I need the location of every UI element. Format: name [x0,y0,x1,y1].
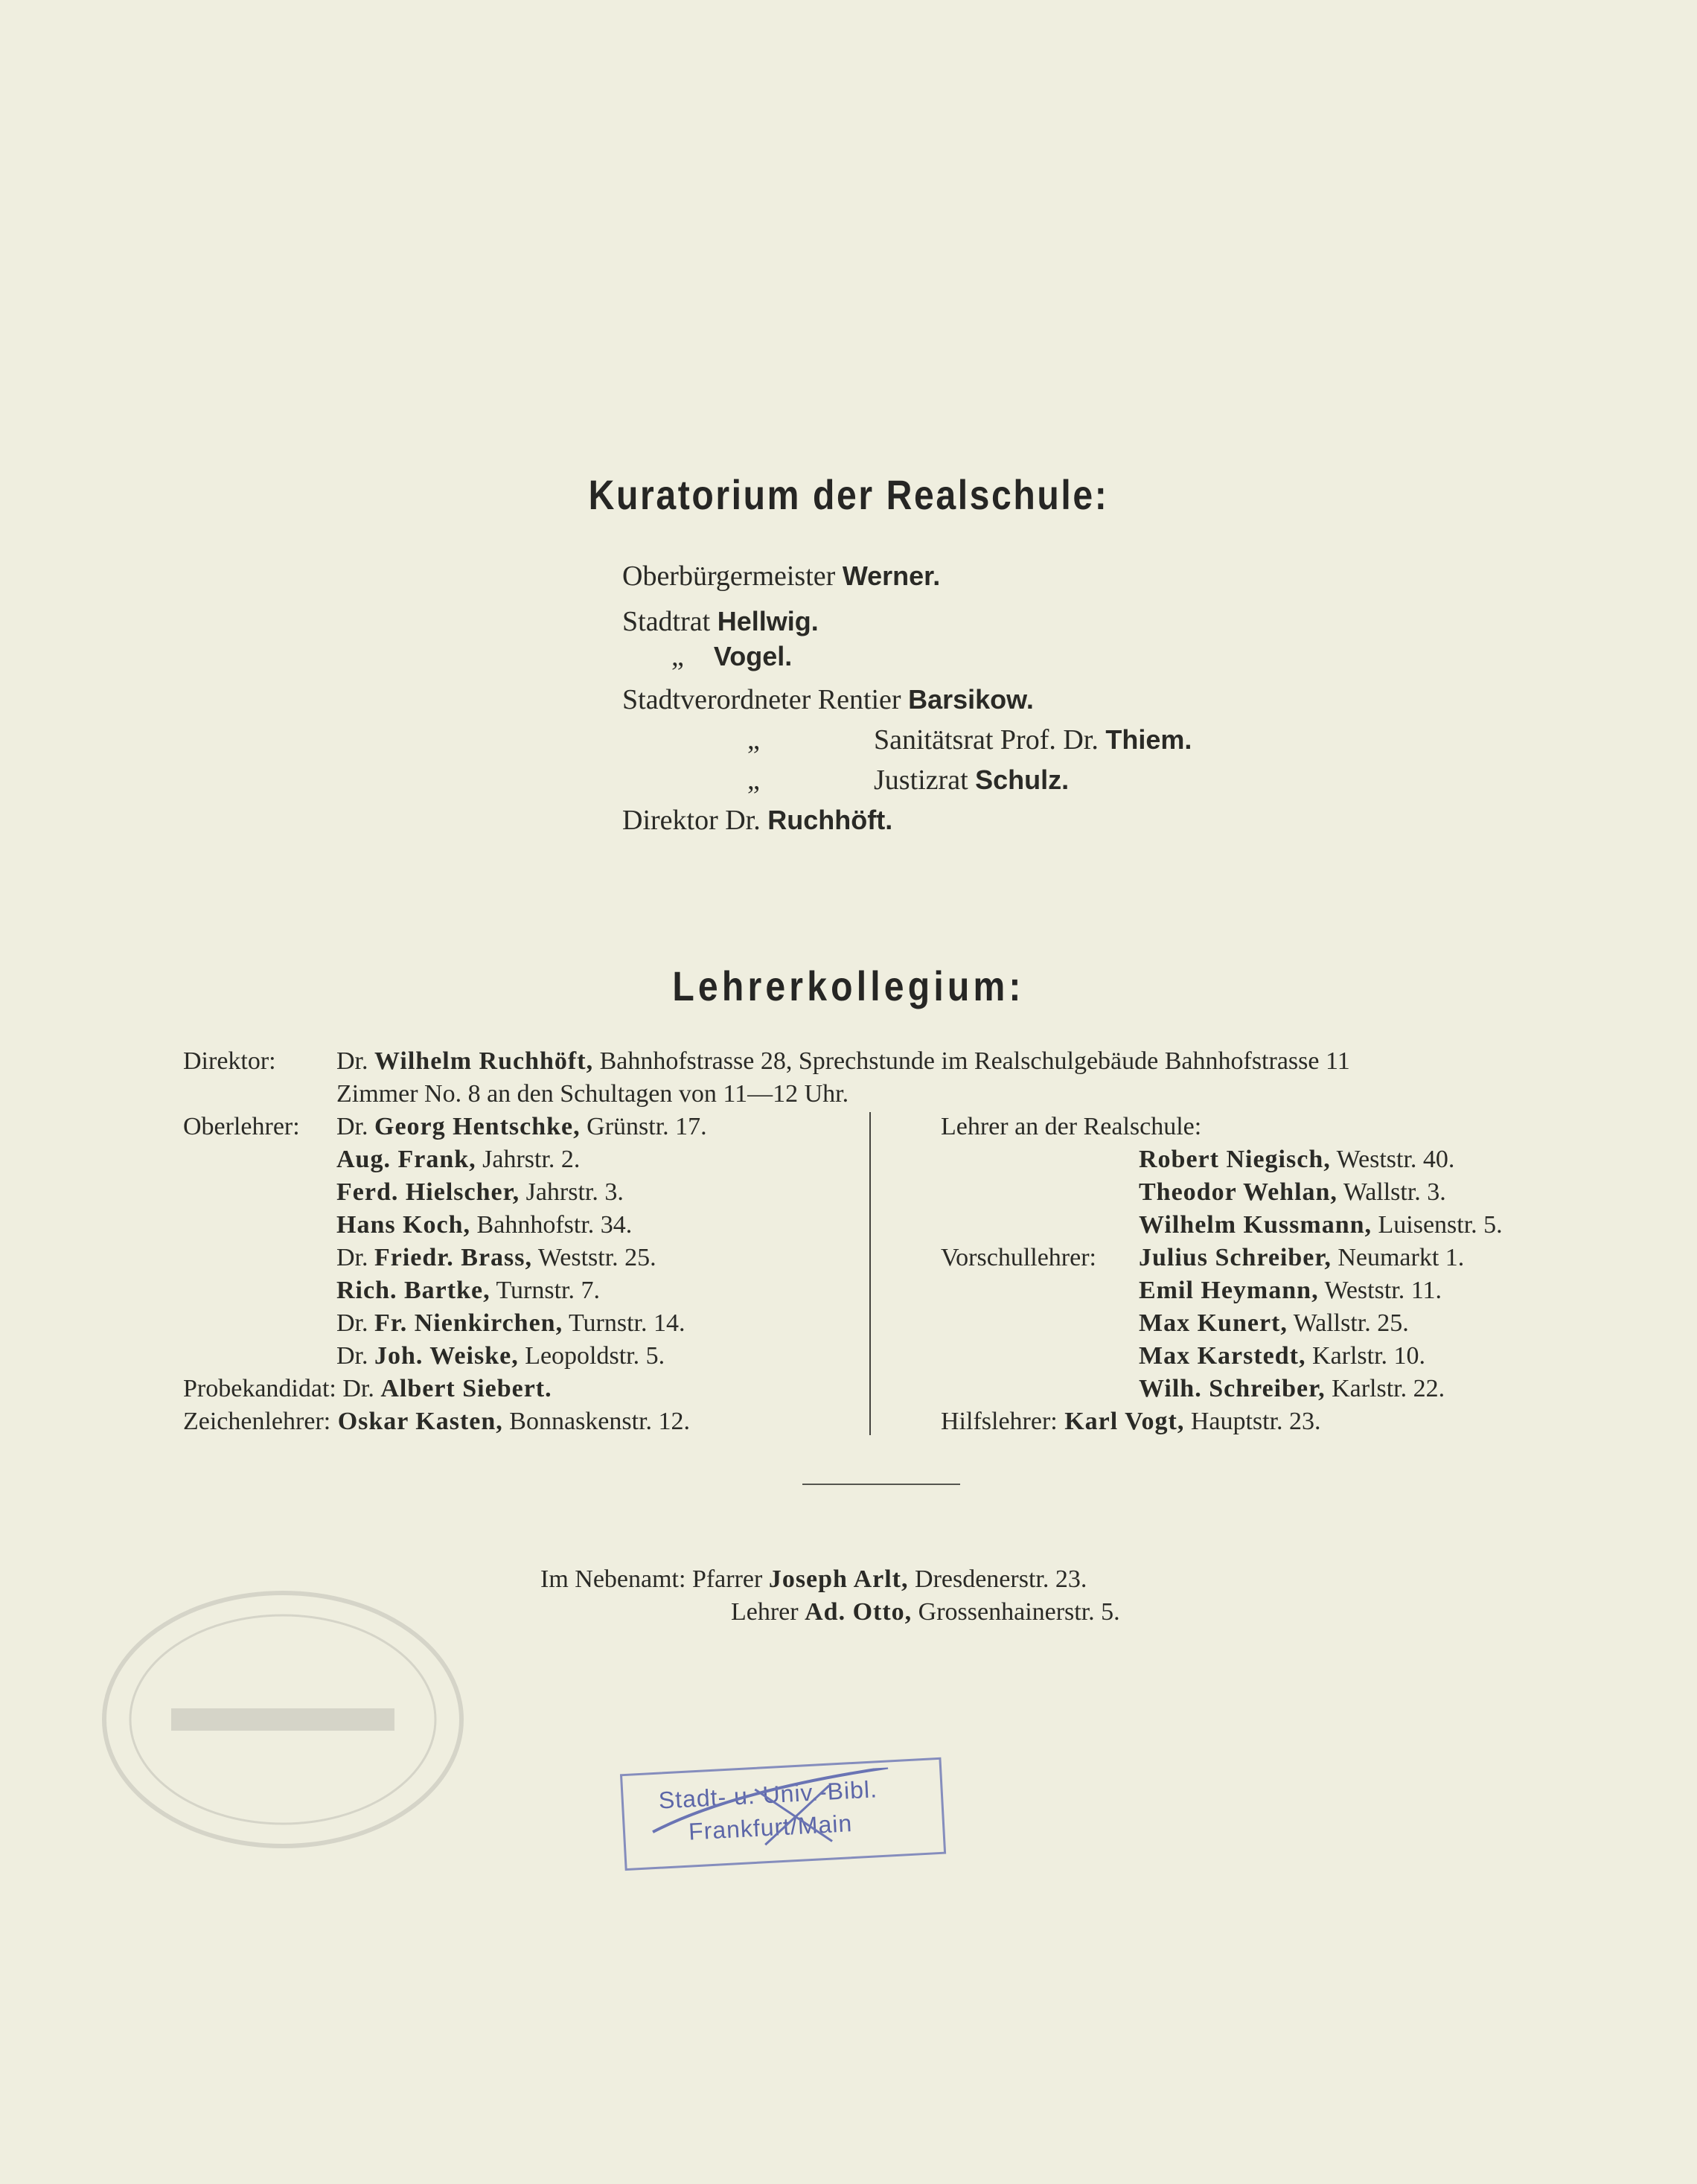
probekandidat-row [183,1373,552,1405]
kur-name: Ruchhöft. [767,805,893,835]
teacher-address: Weststr. 25. [532,1244,656,1271]
kur-name: Schulz. [975,764,1070,795]
title: Dr. [336,1244,374,1271]
stamp-strike-mark [642,1766,914,1855]
teacher-address: Bonnaskenstr. 12. [502,1408,691,1435]
teacher-name: Aug. Frank, [336,1146,476,1173]
ditto-mark: „ [671,641,684,672]
column-divider [869,1112,871,1435]
teacher-name: Oskar Kasten, [330,1408,503,1435]
teacher-row [336,1143,580,1176]
role-label: Zeichenlehrer: [183,1408,331,1435]
kur-role: Sanitätsrat Prof. Dr. [874,724,1106,756]
section-divider [802,1484,960,1485]
kuratorium-line [747,724,760,756]
ditto-mark: „ [747,764,760,796]
teacher-name: Robert Niegisch, [1139,1146,1331,1173]
teacher-name: Rich. Bartke, [336,1277,490,1304]
teacher-name: Karl Vogt, [1057,1408,1185,1435]
kuratorium-line [622,804,892,837]
teacher-address: Weststr. 40. [1330,1146,1455,1173]
teacher-address: Turnstr. 7. [490,1277,600,1304]
title: Dr. [336,1113,374,1140]
teacher-name: Albert Siebert. [380,1375,552,1402]
teacher-address: Grossenhainerstr. 5. [912,1598,1120,1626]
teacher-row [1139,1307,1409,1340]
teacher-address: Turnstr. 14. [563,1309,685,1337]
teacher-name: Fr. Nienkirchen, [374,1309,563,1337]
vorschullehrer-label: Vorschullehrer: [941,1244,1096,1271]
kuratorium-heading: Kuratorium der Realschule: [588,471,1109,518]
oberlehrer-label: Oberlehrer: [183,1113,300,1140]
teacher-row [1139,1143,1454,1176]
teacher-address: Hauptstr. 23. [1184,1408,1321,1435]
teacher-row [1139,1274,1442,1307]
kur-name: Werner. [842,561,941,591]
teacher-row [1139,1176,1446,1209]
teacher-address: Karlstr. 22. [1325,1375,1445,1402]
teacher-address: Wallstr. 3. [1337,1178,1446,1206]
kuratorium-line [747,764,760,796]
teacher-address: Weststr. 11. [1318,1277,1442,1304]
kuratorium-line [874,764,1069,796]
kur-name: Thiem. [1105,724,1192,755]
teacher-row [336,1274,600,1307]
kur-name: Barsikow. [908,684,1034,715]
teacher-address: Dresdenerstr. 23. [908,1565,1087,1593]
teacher-row [1139,1340,1425,1373]
teacher-address: Luisenstr. 5. [1372,1211,1503,1239]
kur-role: Stadtrat [622,606,718,637]
lehrerkollegium-heading: Lehrerkollegium: [672,962,1025,1009]
teacher-row [336,1242,656,1274]
teacher-name: Wilh. Schreiber, [1139,1375,1326,1402]
kuratorium-line [622,560,940,593]
teacher-name: Hans Koch, [336,1211,471,1239]
kur-name: Hellwig. [717,606,819,636]
teacher-name: Wilhelm Ruchhöft, [374,1047,594,1075]
kuratorium-line [874,724,1192,756]
zeichenlehrer-row [183,1405,690,1438]
teacher-name: Joseph Arlt, [768,1565,909,1593]
teacher-row [336,1340,665,1373]
stamp-line-1: Stadt- u. Univ.-Bibl. [657,1775,878,1814]
teacher-name: Theodor Wehlan, [1139,1178,1338,1206]
teacher-address: Bahnhofstrasse 28, Sprechstunde im Realschulgebäude Bahnhofstrasse 11 [593,1047,1350,1075]
teacher-name: Ad. Otto, [805,1598,913,1626]
teacher-address: Jahrstr. 3. [520,1178,624,1206]
teacher-name: Joh. Weiske, [374,1342,519,1370]
teacher-row [336,1307,685,1340]
director-label: Direktor: [183,1047,276,1075]
role-label: Probekandidat: [183,1375,336,1402]
teacher-address: Jahrstr. 2. [476,1146,581,1173]
teacher-name: Georg Hentschke, [374,1113,581,1140]
director-line-2: Zimmer No. 8 an den Schultagen von 11—12 Uhr. [336,1080,849,1108]
title: Dr. [336,1375,381,1402]
ghost-stamp-mark [89,1571,476,1868]
kuratorium-line [622,605,819,638]
teacher-address: Karlstr. 10. [1305,1342,1426,1370]
teacher-name: Wilhelm Kussmann, [1139,1211,1372,1239]
title: Dr. [336,1342,374,1370]
teacher-row [336,1111,707,1143]
teacher-name: Max Kunert, [1139,1309,1288,1337]
teacher-row [336,1176,624,1209]
title: Lehrer [731,1598,805,1626]
library-stamp [620,1757,945,1869]
kur-role: Justizrat [874,764,976,796]
teacher-address: Leopoldstr. 5. [518,1342,665,1370]
role-label: Hilfslehrer: [941,1408,1058,1435]
teacher-address: Grünstr. 17. [580,1113,707,1140]
kur-name: Vogel. [713,641,793,671]
director-line [336,1045,1350,1078]
teacher-name: Emil Heymann, [1139,1277,1319,1304]
title: Dr. [336,1047,374,1075]
teacher-name: Julius Schreiber, [1139,1244,1332,1271]
kur-role: Direktor Dr. [622,805,768,836]
teacher-row [1139,1373,1445,1405]
realschule-label: Lehrer an der Realschule: [941,1113,1202,1140]
teacher-name: Ferd. Hielscher, [336,1178,520,1206]
stamp-line-2: Frankfurt/Main [688,1810,854,1845]
kuratorium-line [622,683,1034,716]
teacher-address: Neumarkt 1. [1331,1244,1465,1271]
kur-role: Oberbürgermeister [622,561,843,592]
kuratorium-line [671,640,792,673]
nebenamt-row [731,1596,1120,1629]
hilfslehrer-row [941,1405,1321,1438]
nebenamt-row [540,1563,1087,1596]
teacher-address: Wallstr. 25. [1287,1309,1409,1337]
kur-role: Stadtverordneter Rentier [622,684,909,715]
teacher-row [1139,1242,1464,1274]
teacher-row [1139,1209,1503,1242]
role-label: Im Nebenamt: [540,1565,686,1593]
teacher-name: Max Karstedt, [1139,1342,1306,1370]
ditto-mark: „ [747,724,760,756]
teacher-name: Friedr. Brass, [374,1244,533,1271]
teacher-address: Bahnhofstr. 34. [470,1211,633,1239]
title: Pfarrer [685,1565,769,1593]
teacher-row [336,1209,632,1242]
title: Dr. [336,1309,374,1337]
